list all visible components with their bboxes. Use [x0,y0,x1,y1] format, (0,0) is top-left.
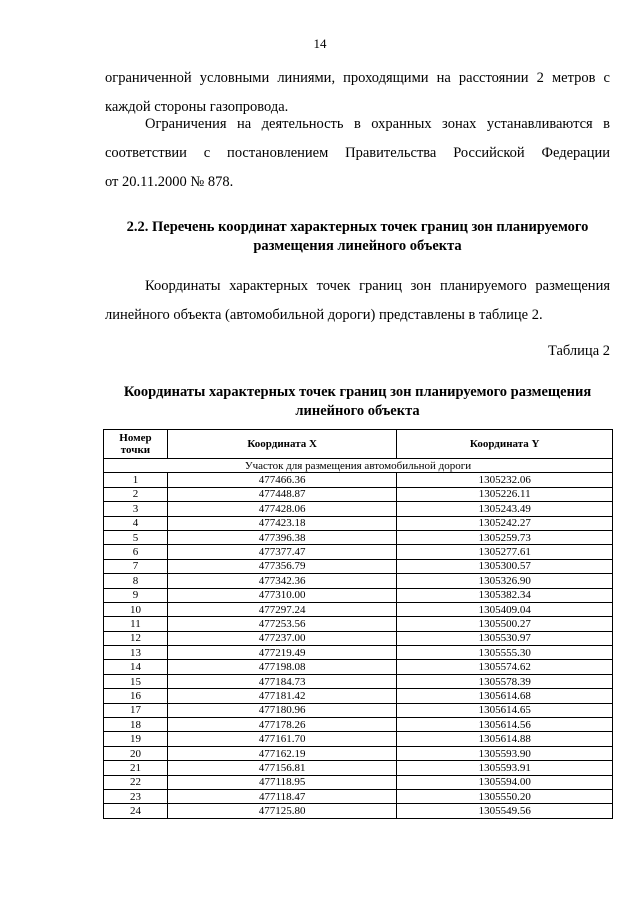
table-row [104,804,613,818]
coordinate-y-cell: 1305242.27 [397,516,613,530]
point-number-cell: 4 [104,516,168,530]
coordinate-y-cell: 1305382.34 [397,588,613,602]
coordinate-y-cell: 1305614.88 [397,732,613,746]
table-row [104,631,613,645]
coordinate-y-cell: 1305593.90 [397,746,613,760]
table-row [104,718,613,732]
coordinate-y-cell: 1305232.06 [397,473,613,487]
paragraph-line: каждой стороны газопровода. [105,99,289,115]
header-point-number-line2: точки [120,444,151,456]
coordinate-y-cell: 1305550.20 [397,789,613,803]
point-number-cell: 22 [104,775,168,789]
point-number-cell: 16 [104,689,168,703]
coordinate-x-cell: 477125.80 [167,804,397,818]
coordinate-y-cell: 1305594.00 [397,775,613,789]
table-row [104,761,613,775]
section-label-cell: Участок для размещения автомобильной дороги [104,459,613,473]
coordinate-x-cell: 477162.19 [167,746,397,760]
point-number-cell: 2 [104,487,168,501]
coordinate-x-cell: 477428.06 [167,502,397,516]
point-number-cell: 21 [104,761,168,775]
coordinate-x-cell: 477297.24 [167,602,397,616]
point-number-cell: 19 [104,732,168,746]
point-number-cell: 20 [104,746,168,760]
paragraph-line: соответствии с постановлением Правительства Российской Федерации [105,145,610,161]
point-number-cell: 8 [104,574,168,588]
coordinate-x-cell: 477310.00 [167,588,397,602]
section-heading [105,218,610,256]
table-label: Таблица 2 [547,343,610,359]
point-number-cell: 10 [104,602,168,616]
coordinate-y-cell: 1305500.27 [397,617,613,631]
point-number-cell: 17 [104,703,168,717]
coordinate-x-cell: 477161.70 [167,732,397,746]
page-number: 14 [313,36,327,51]
coordinate-x-cell: 477178.26 [167,718,397,732]
coordinate-y-cell: 1305614.56 [397,718,613,732]
coordinate-y-cell: 1305555.30 [397,646,613,660]
paragraph-line: Ограничения на деятельность в охранных зонах устанавливаются в [145,116,610,132]
table-row [104,502,613,516]
table-row [104,775,613,789]
coordinate-x-cell: 477156.81 [167,761,397,775]
header-coordinate-y: Координата Y [397,430,613,459]
point-number-cell: 12 [104,631,168,645]
coordinate-y-cell: 1305277.61 [397,545,613,559]
coordinate-x-cell: 477377.47 [167,545,397,559]
table-row [104,689,613,703]
table-row [104,473,613,487]
table-section-row [104,459,613,473]
point-number-cell: 13 [104,646,168,660]
table-row [104,487,613,501]
paragraph-line: от 20.11.2000 № 878. [105,174,234,190]
table-row [104,602,613,616]
table-title-line: линейного объекта [295,403,420,419]
paragraph-line: Координаты характерных точек границ зон планируемого размещения [145,278,610,294]
point-number-cell: 5 [104,530,168,544]
coordinate-x-cell: 477253.56 [167,617,397,631]
coordinate-x-cell: 477219.49 [167,646,397,660]
table-row [104,674,613,688]
point-number-cell: 3 [104,502,168,516]
table-row [104,530,613,544]
table-row [104,732,613,746]
coordinate-y-cell: 1305614.65 [397,703,613,717]
coordinate-y-cell: 1305593.91 [397,761,613,775]
table-title [105,383,610,421]
coordinate-x-cell: 477184.73 [167,674,397,688]
point-number-cell: 11 [104,617,168,631]
point-number-cell: 15 [104,674,168,688]
point-number-cell: 1 [104,473,168,487]
coordinate-y-cell: 1305614.68 [397,689,613,703]
coordinate-y-cell: 1305226.11 [397,487,613,501]
paragraph-line: линейного объекта (автомобильной дороги) представлены в таблице 2. [105,307,543,323]
table-row [104,703,613,717]
coordinate-x-cell: 477237.00 [167,631,397,645]
point-number-cell: 14 [104,660,168,674]
heading-line: размещения линейного объекта [253,238,462,254]
coordinate-x-cell: 477356.79 [167,559,397,573]
coordinate-x-cell: 477423.18 [167,516,397,530]
paragraph-restrictions [105,110,610,197]
coordinate-x-cell: 477466.36 [167,473,397,487]
coordinate-y-cell: 1305549.56 [397,804,613,818]
coordinates-table [103,429,613,819]
table-row [104,545,613,559]
point-number-cell: 6 [104,545,168,559]
coordinate-y-cell: 1305574.62 [397,660,613,674]
table-row [104,746,613,760]
coordinate-y-cell: 1305578.39 [397,674,613,688]
point-number-cell: 23 [104,789,168,803]
coordinate-x-cell: 477118.47 [167,789,397,803]
coordinate-y-cell: 1305409.04 [397,602,613,616]
table-row [104,516,613,530]
header-coordinate-x: Координата X [167,430,397,459]
header-point-number [104,430,168,459]
paragraph-line: ограниченной условными линиями, проходящими на расстоянии 2 метров с [105,70,610,86]
table-body [104,459,613,819]
point-number-cell: 24 [104,804,168,818]
heading-line: 2.2. Перечень координат характерных точек границ зон планируемого [126,219,589,235]
table-row [104,559,613,573]
table-row [104,574,613,588]
table-title-line: Координаты характерных точек границ зон планируемого размещения [123,384,592,400]
coordinate-x-cell: 477448.87 [167,487,397,501]
point-number-cell: 7 [104,559,168,573]
header-point-number-line1: Номер [119,432,152,444]
table-row [104,646,613,660]
coordinate-x-cell: 477118.95 [167,775,397,789]
table-row [104,588,613,602]
coordinate-x-cell: 477180.96 [167,703,397,717]
table-row [104,617,613,631]
coordinate-y-cell: 1305530.97 [397,631,613,645]
coordinate-y-cell: 1305259.73 [397,530,613,544]
table-header-row [104,430,613,459]
paragraph-coordinates-intro [105,272,610,330]
coordinate-y-cell: 1305326.90 [397,574,613,588]
table-row [104,660,613,674]
point-number-cell: 18 [104,718,168,732]
coordinate-y-cell: 1305300.57 [397,559,613,573]
coordinate-x-cell: 477396.38 [167,530,397,544]
coordinate-x-cell: 477181.42 [167,689,397,703]
coordinate-x-cell: 477198.08 [167,660,397,674]
coordinate-x-cell: 477342.36 [167,574,397,588]
point-number-cell: 9 [104,588,168,602]
table-row [104,789,613,803]
coordinate-y-cell: 1305243.49 [397,502,613,516]
